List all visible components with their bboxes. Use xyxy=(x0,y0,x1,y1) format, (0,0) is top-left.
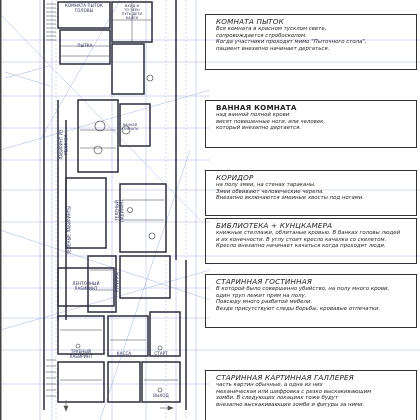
note-gallery xyxy=(216,374,371,409)
note-line: В которой было совершенно убийство, на полу много крови, xyxy=(216,286,390,293)
label-kassa: КАССА xyxy=(116,351,132,356)
note-title: ВАННАЯ КОМНАТА xyxy=(216,103,297,112)
label-stairs-top: КОМНАТА ПЫТОК ГОЛОВЫ xyxy=(65,3,103,13)
note-title: БИБЛИОТЕКА + КУНЦКАМЕРА xyxy=(216,221,333,230)
note-line: и их конечности. В углу стоит кресло качалка со скелетом. xyxy=(216,236,387,243)
note-torture-room xyxy=(216,18,367,53)
note-line: зомби. В следующих локациях тоже будут xyxy=(216,395,339,402)
note-title: СТАРИННАЯ КАРТИННАЯ ГАЛЛЕРЕЯ xyxy=(216,373,354,382)
note-line: Змеи обвивают человеческие черепа. xyxy=(216,188,325,195)
note-body xyxy=(216,286,389,312)
note-line: над ванной полной крови xyxy=(216,112,290,119)
label-pytka: ПЫТКА xyxy=(77,43,93,48)
label-small-room: ВХОД И ТО ЧЕЕН ПУТЬ ДЕТИ КАЛЕН xyxy=(121,4,143,20)
label-rubber-labyrinth: ЛАБИРИНТ ИЗ РЕЗИНОК xyxy=(58,129,68,160)
label-bath-small: ВАННАЯ КОМНАТА xyxy=(121,123,139,131)
note-old-living-room xyxy=(216,278,389,313)
note-corridor xyxy=(216,174,364,202)
note-body xyxy=(216,230,400,250)
note-body xyxy=(216,26,367,52)
note-library xyxy=(216,222,400,250)
sheet-edge xyxy=(0,0,2,420)
label-exit: ВЫХОД xyxy=(153,393,169,398)
label-green-labyrinth-a: ЗЕЛЕНЫЙ ЛАБИРИНТ xyxy=(114,199,124,223)
note-line: Вся комната в красном тусклом свете, xyxy=(216,26,327,33)
label-kurilka: КУРИЛКА xyxy=(114,272,120,293)
note-body xyxy=(216,182,364,202)
note-line: который внезапно дергается. xyxy=(216,125,302,132)
note-line: Когда участники проходят мимо "Пыточного стола", xyxy=(216,39,367,46)
note-line: механическая или шифровка с резко выскакивающим xyxy=(216,388,372,395)
label-start: СТАРТ xyxy=(154,351,168,356)
note-title: КОМНАТА ПЫТОК xyxy=(216,17,284,26)
label-green-labyrinths: ЗЕЛЕНЫЕ ЛАБИРИНТЫ xyxy=(66,206,72,255)
note-line: один труп лежит прям на полу. xyxy=(216,292,307,299)
note-body xyxy=(216,112,325,132)
note-line: внезапно выскакивающие зомби и фигуры за ними. xyxy=(216,401,365,408)
note-line: Внезапно включаются змеиные хвосты под ногами. xyxy=(216,195,365,202)
note-line: пациент внезапно начинает дергаться. xyxy=(216,45,330,52)
label-pipe-labyrinth: ТРУБНЫЙ ЛАБИРИНТ xyxy=(69,349,93,359)
label-tape-labyrinth: ЛЕНТОЧНЫЙ ЛАБИРИНТ xyxy=(72,281,100,291)
note-line: Кресло внезапно начинает качаться когда проходят люди. xyxy=(216,243,386,250)
note-title: СТАРИННАЯ ГОСТИННАЯ xyxy=(216,277,313,286)
note-line: книжные стеллажи, облитаные кровью. В банках головы людей xyxy=(216,230,401,237)
note-line: на полу змеи, на стенах тараканы. xyxy=(216,182,316,189)
note-title: КОРИДОР xyxy=(216,173,254,182)
note-line: часть картин обычные, а одна из них xyxy=(216,382,323,389)
note-bathroom xyxy=(216,104,325,132)
note-body xyxy=(216,382,371,408)
note-line: Повсюду много разбитой мебели. xyxy=(216,299,313,306)
note-line: Везде присутствуют следы борьбы, кровавые отпечатки. xyxy=(216,305,381,312)
note-line: сопровождается стробоскопом. xyxy=(216,32,307,39)
note-line: висят повешенные ноги, или человек, xyxy=(216,118,326,125)
